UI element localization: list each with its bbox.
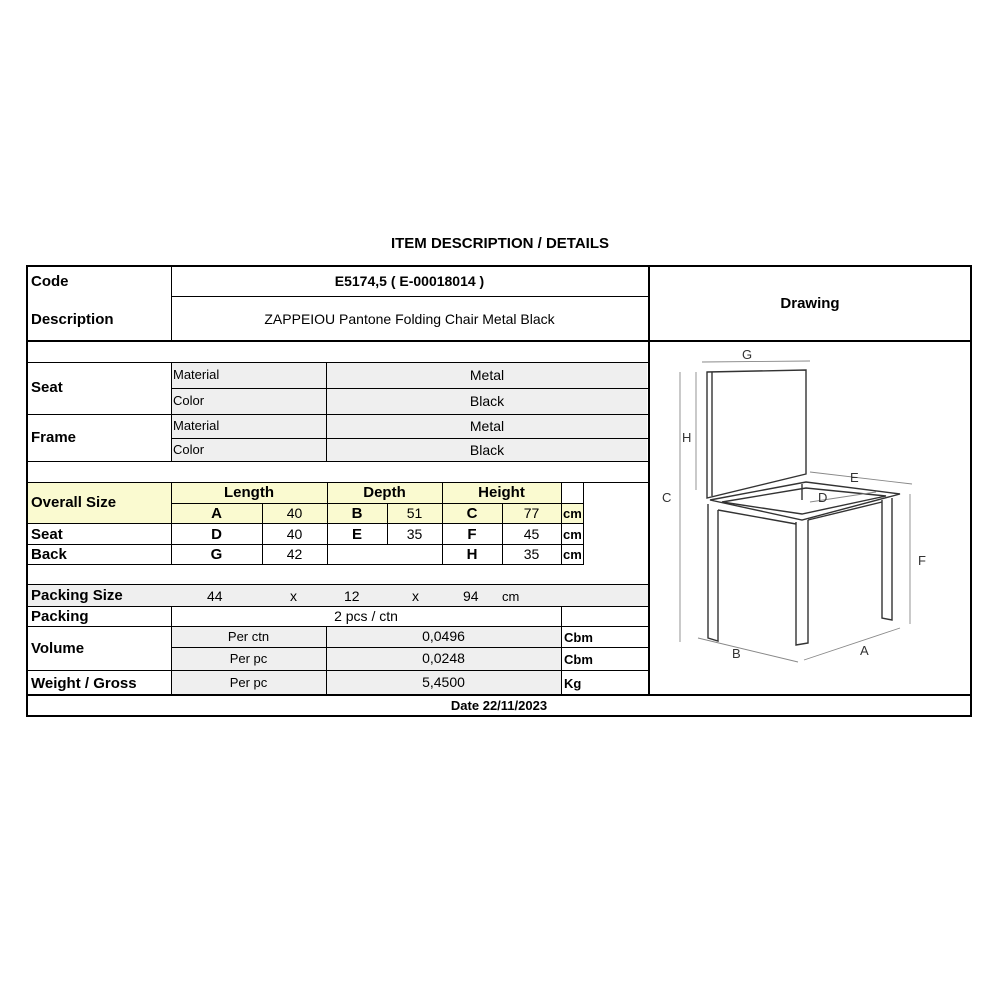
letter-c: C [662, 490, 672, 505]
seat-letter-f: F [467, 526, 477, 543]
seat-color-value: Black [469, 393, 505, 409]
volume-ctn-unit: Cbm [564, 630, 593, 645]
packing-size-width: 12 [344, 588, 360, 604]
chair-drawing [650, 342, 970, 694]
letter-g: G [742, 347, 753, 362]
dim-e-line [810, 472, 912, 484]
divider [171, 388, 648, 389]
volume-pc-unit: Cbm [564, 652, 593, 667]
frame-material-value: Metal [469, 418, 505, 434]
seat-letter-e: E [351, 526, 362, 543]
packing-size-unit: cm [502, 589, 520, 604]
back-right-leg [882, 498, 892, 620]
divider [28, 606, 648, 607]
dim-b-line [698, 638, 798, 662]
frame-material-label: Material [173, 418, 220, 433]
dim-a-line [804, 628, 900, 660]
seat-unit: cm [563, 527, 582, 542]
description-value: ZAPPEIOU Pantone Folding Chair Metal Black [264, 311, 555, 327]
divider [171, 296, 648, 297]
back-value-h: 35 [523, 546, 540, 562]
weight-unit: Kg [564, 676, 582, 691]
back-letter-g: G [210, 546, 223, 563]
front-left-leg [708, 504, 718, 641]
packing-label: Packing [31, 608, 89, 625]
divider [28, 626, 648, 627]
letter-h: H [682, 430, 692, 445]
document-title: ITEM DESCRIPTION / DETAILS [390, 235, 610, 252]
volume-per-pc-value: 0,0248 [422, 650, 465, 666]
packing-size-sep1: x [290, 588, 297, 604]
seat-value-f: 45 [523, 526, 540, 542]
frame-label: Frame [31, 429, 77, 446]
divider [28, 544, 584, 545]
overall-letter-b: B [351, 505, 363, 522]
seat-material-label: Material [173, 367, 220, 382]
packing-size-height: 94 [463, 588, 479, 604]
code-label: Code [31, 273, 69, 290]
divider [28, 584, 648, 585]
divider [28, 461, 648, 462]
letter-a: A [860, 643, 869, 658]
back-value-g: 42 [286, 546, 303, 562]
volume-per-ctn-label: Per ctn [227, 629, 270, 644]
front-apron [718, 510, 796, 524]
backrest-panel [707, 370, 806, 498]
back-unit: cm [563, 547, 582, 562]
overall-letter-c: C [466, 505, 478, 522]
volume-per-ctn-value: 0,0496 [422, 628, 465, 644]
dim-g-line [702, 361, 810, 362]
packing-size-sep2: x [412, 588, 419, 604]
frame-color-label: Color [173, 442, 205, 457]
seat-value-d: 40 [286, 526, 303, 542]
weight-value: 5,4500 [422, 674, 465, 690]
seat-letter-d: D [211, 526, 222, 543]
weight-label: Weight / Gross [31, 675, 137, 692]
divider [28, 670, 648, 671]
seat-value-e: 35 [406, 526, 423, 542]
divider [28, 362, 648, 363]
divider [28, 414, 648, 415]
letter-b: B [732, 646, 741, 661]
back-size-label: Back [31, 546, 67, 563]
letter-d: D [818, 490, 828, 505]
back-letter-h: H [466, 546, 478, 563]
seat-color-label: Color [173, 393, 205, 408]
divider [171, 647, 648, 648]
packing-size-length: 44 [207, 588, 223, 604]
date-label: Date 22/11/2023 [450, 698, 548, 713]
packing-value: 2 pcs / ctn [334, 608, 398, 624]
length-header: Length [224, 484, 274, 501]
divider [561, 606, 562, 695]
overall-size-label: Overall Size [31, 494, 117, 511]
description-label: Description [31, 311, 114, 328]
depth-header: Depth [363, 484, 406, 501]
code-value: E5174,5 ( E-00018014 ) [334, 273, 485, 289]
divider [28, 694, 970, 696]
divider [28, 564, 584, 565]
seat-inner [722, 488, 886, 514]
overall-value-b: 51 [406, 505, 423, 521]
height-header: Height [478, 484, 525, 501]
divider [583, 482, 584, 564]
divider [171, 362, 172, 461]
overall-value-c: 77 [523, 505, 540, 521]
overall-unit: cm [563, 506, 582, 521]
letter-f: F [918, 553, 926, 568]
seat-label: Seat [31, 379, 63, 396]
divider [561, 482, 562, 564]
seat-size-label: Seat [31, 526, 63, 543]
seat-material-value: Metal [469, 367, 505, 383]
overall-letter-a: A [211, 505, 222, 522]
frame-color-value: Black [469, 442, 505, 458]
weight-per-pc-label: Per pc [229, 675, 268, 690]
letter-e: E [850, 470, 859, 485]
divider [28, 482, 648, 483]
volume-label: Volume [31, 640, 85, 657]
volume-per-pc-label: Per pc [229, 651, 268, 666]
divider [28, 523, 584, 524]
packing-size-label: Packing Size [31, 587, 123, 604]
drawing-label: Drawing [780, 295, 840, 312]
overall-value-a: 40 [286, 505, 303, 521]
front-right-leg [796, 520, 808, 645]
divider [171, 438, 648, 439]
divider [171, 503, 583, 504]
